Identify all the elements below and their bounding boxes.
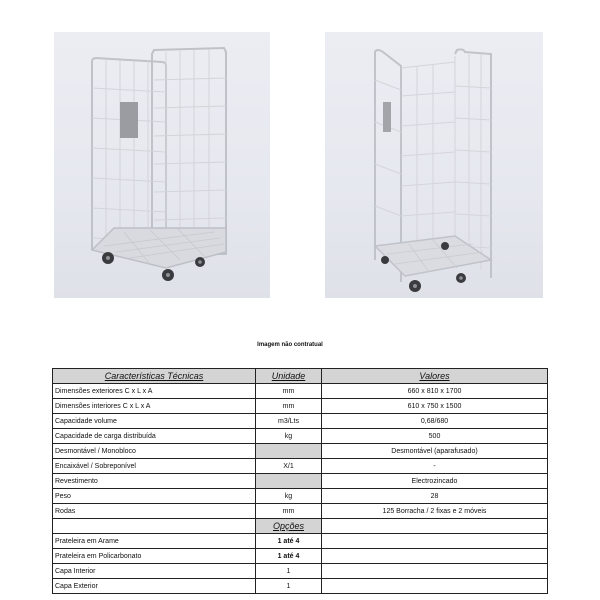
row-value: Desmontável (aparafusado) bbox=[322, 444, 548, 459]
option-empty bbox=[322, 579, 548, 594]
product-photo-right bbox=[325, 32, 543, 298]
row-unit bbox=[256, 474, 322, 489]
table-row bbox=[53, 459, 548, 474]
row-label: Capacidade volume bbox=[53, 414, 256, 429]
row-unit: X/1 bbox=[256, 459, 322, 474]
row-unit: kg bbox=[256, 429, 322, 444]
table-header-row bbox=[53, 369, 548, 384]
row-label: Dimensões exteriores C x L x A bbox=[53, 384, 256, 399]
row-value: 500 bbox=[322, 429, 548, 444]
row-value: 660 x 810 x 1700 bbox=[322, 384, 548, 399]
row-label: Capacidade de carga distribuída bbox=[53, 429, 256, 444]
row-label: Dimensões interiores C x L x A bbox=[53, 399, 256, 414]
row-value: - bbox=[322, 459, 548, 474]
option-value: 1 bbox=[256, 564, 322, 579]
options-spacer-right bbox=[322, 519, 548, 534]
options-spacer-left bbox=[53, 519, 256, 534]
row-label: Desmontável / Monobloco bbox=[53, 444, 256, 459]
row-label: Peso bbox=[53, 489, 256, 504]
table-row bbox=[53, 384, 548, 399]
row-unit: mm bbox=[256, 384, 322, 399]
row-value: 610 x 750 x 1500 bbox=[322, 399, 548, 414]
option-row bbox=[53, 579, 548, 594]
roll-container-illustration-right bbox=[325, 32, 543, 298]
row-unit: m3/Lts bbox=[256, 414, 322, 429]
row-value: Electrozincado bbox=[322, 474, 548, 489]
roll-container-illustration-left bbox=[54, 32, 270, 298]
specifications-table bbox=[52, 368, 548, 594]
option-empty bbox=[322, 564, 548, 579]
options-header: Opções bbox=[256, 519, 322, 534]
row-unit: kg bbox=[256, 489, 322, 504]
header-values: Valores bbox=[322, 369, 548, 384]
table-row bbox=[53, 414, 548, 429]
row-value: 0,68/680 bbox=[322, 414, 548, 429]
option-row bbox=[53, 534, 548, 549]
row-label: Revestimento bbox=[53, 474, 256, 489]
option-label: Prateleira em Policarbonato bbox=[53, 549, 256, 564]
row-label: Encaixável / Sobreponível bbox=[53, 459, 256, 474]
table-row bbox=[53, 444, 548, 459]
row-label: Rodas bbox=[53, 504, 256, 519]
header-unit: Unidade bbox=[256, 369, 322, 384]
option-label: Capa Exterior bbox=[53, 579, 256, 594]
option-row bbox=[53, 564, 548, 579]
row-unit bbox=[256, 444, 322, 459]
option-row bbox=[53, 549, 548, 564]
table-row bbox=[53, 504, 548, 519]
row-value: 28 bbox=[322, 489, 548, 504]
row-unit: mm bbox=[256, 399, 322, 414]
image-caption: Imagem não contratual bbox=[257, 342, 323, 348]
product-photo-left bbox=[54, 32, 270, 298]
option-label: Prateleira em Arame bbox=[53, 534, 256, 549]
option-value: 1 bbox=[256, 579, 322, 594]
table-row bbox=[53, 429, 548, 444]
header-characteristics: Características Técnicas bbox=[53, 369, 256, 384]
option-label: Capa Interior bbox=[53, 564, 256, 579]
option-value: 1 até 4 bbox=[256, 534, 322, 549]
table-row bbox=[53, 489, 548, 504]
option-value: 1 até 4 bbox=[256, 549, 322, 564]
table-row bbox=[53, 474, 548, 489]
option-empty bbox=[322, 549, 548, 564]
option-empty bbox=[322, 534, 548, 549]
row-value: 125 Borracha / 2 fixas e 2 móveis bbox=[322, 504, 548, 519]
table-row bbox=[53, 399, 548, 414]
row-unit: mm bbox=[256, 504, 322, 519]
options-header-row bbox=[53, 519, 548, 534]
